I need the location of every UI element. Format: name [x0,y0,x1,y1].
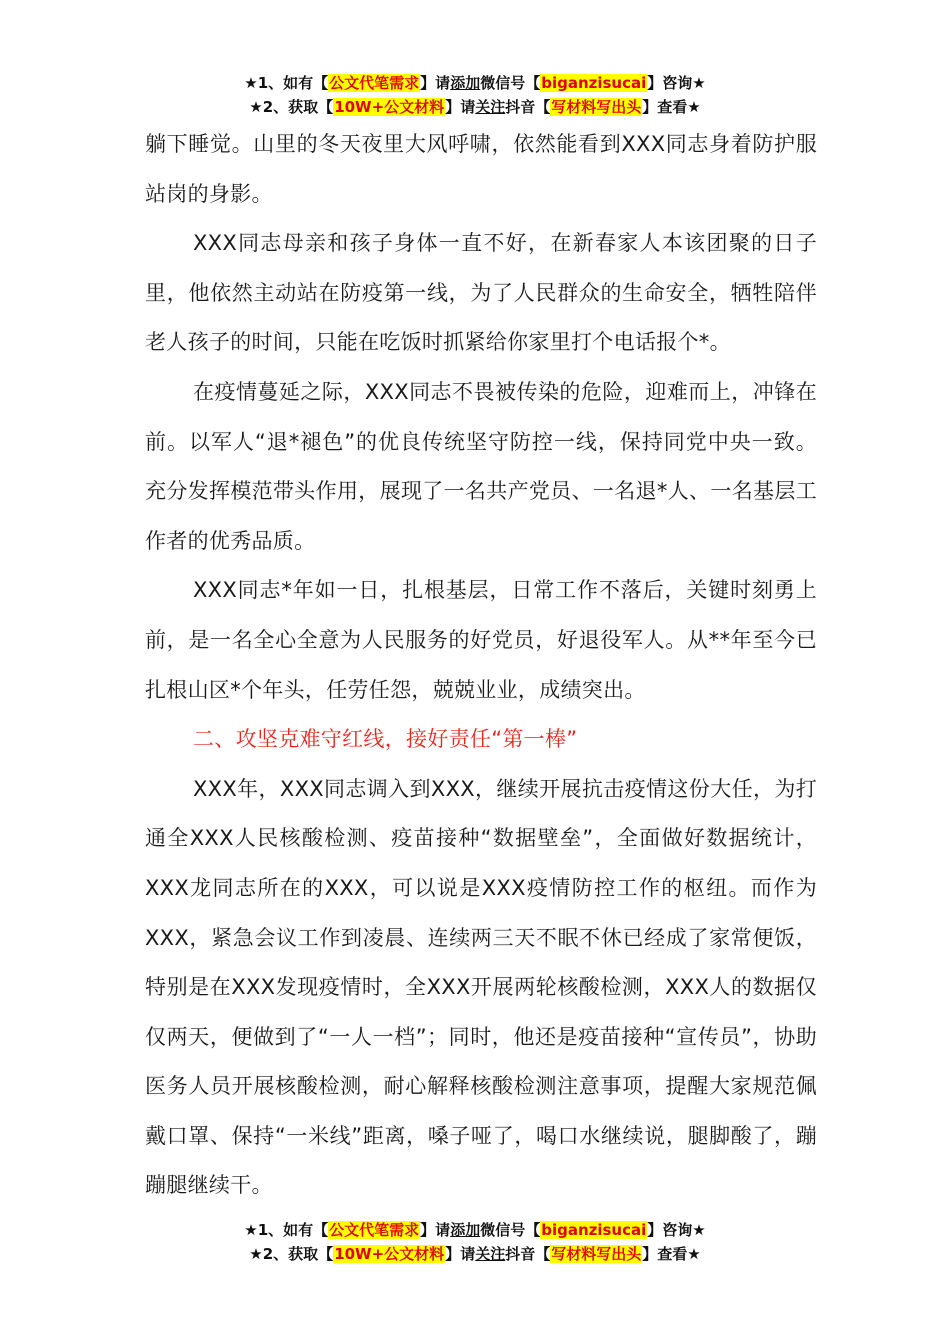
banner-text: 】咨询★ [647,74,706,92]
highlight-materials: 10W+公文材料 [334,1245,445,1263]
header-banner [0,71,950,119]
banner-text: 】咨询★ [647,1221,706,1239]
banner-text: ★1、如有【 [244,1221,329,1239]
underlined-add: 添加 [450,1221,481,1239]
banner-line-2 [0,95,950,119]
banner-text: 抖音【 [505,98,551,116]
banner-line-2 [0,1242,950,1266]
banner-text: 微信号【 [480,74,541,92]
banner-text: ★1、如有【 [244,74,329,92]
banner-text: ★2、获取【 [249,98,334,116]
banner-line-1 [0,71,950,95]
highlight-douyin-account: 写材料写出头 [551,98,642,116]
banner-text: 】请 [420,1221,451,1239]
banner-text: 】查看★ [642,1245,701,1263]
paragraph: XXX同志母亲和孩子身体一直不好，在新春家人本该团聚的日子里，他依然主动站在防疫第一线，为了人民群众的生命安全，牺牲陪伴老人孩子的时间，只能在吃饭时抓紧给你家里打个电话报个*。 [145,231,817,355]
underlined-follow: 关注 [475,1245,506,1263]
banner-text: 】查看★ [642,98,701,116]
section-heading: 二、攻坚克难守红线，接好责任“第一棒” [193,727,578,752]
banner-text: ★2、获取【 [249,1245,334,1263]
banner-text: 】请 [445,98,476,116]
banner-text: 】请 [445,1245,476,1263]
highlight-service: 公文代笔需求 [329,1221,420,1239]
paragraph-continued: 躺下睡觉。山里的冬天夜里大风呼啸，依然能看到XXX同志身着防护服站岗的身影。 [145,132,817,206]
banner-text: 抖音【 [505,1245,551,1263]
banner-line-1 [0,1218,950,1242]
paragraph: XXX同志*年如一日，扎根基层，日常工作不落后，关键时刻勇上前，是一名全心全意为人民服务的好党员，好退役军人。从**年至今已扎根山区*个年头，任劳任怨，兢兢业业，成绩突出。 [145,578,817,702]
underlined-follow: 关注 [475,98,506,116]
paragraph: XXX年，XXX同志调入到XXX，继续开展抗击疫情这份大任，为打通全XXX人民核酸检测、疫苗接种“数据壁垒”，全面做好数据统计，XXX龙同志所在的XXX，可以说是XXX疫情防控工作的枢纽。而作为XXX，紧急会议工作到凌晨、连续两三天不眠不休已经成了家常便饭，特别是在XXX发现疫情时，全XXX开展两轮核酸检测，XXX人的数据仅仅两天，便做到了“一人一档”；同时，他还是疫苗接种“宣传员”，协助医务人员开展核酸检测，耐心解释核酸检测注意事项，提醒大家规范佩戴口罩、保持“一米线”距离，嗓子哑了，喝口水继续说，腿脚酸了，蹦蹦腿继续干。 [145,776,817,1198]
footer-banner [0,1218,950,1266]
highlight-materials: 10W+公文材料 [334,98,445,116]
highlight-wechat-id: biganzisucai [541,1221,647,1239]
paragraph: 在疫情蔓延之际，XXX同志不畏被传染的危险，迎难而上，冲锋在前。以军人“退*褪色”的优良传统坚守防控一线，保持同党中央一致。充分发挥模范带头作用，展现了一名共产党员、一名退*人、一名基层工作者的优秀品质。 [145,379,817,553]
underlined-add: 添加 [450,74,481,92]
highlight-wechat-id: biganzisucai [541,74,647,92]
highlight-douyin-account: 写材料写出头 [551,1245,642,1263]
document-body [145,120,817,1211]
banner-text: 】请 [420,74,451,92]
highlight-service: 公文代笔需求 [329,74,420,92]
banner-text: 微信号【 [480,1221,541,1239]
